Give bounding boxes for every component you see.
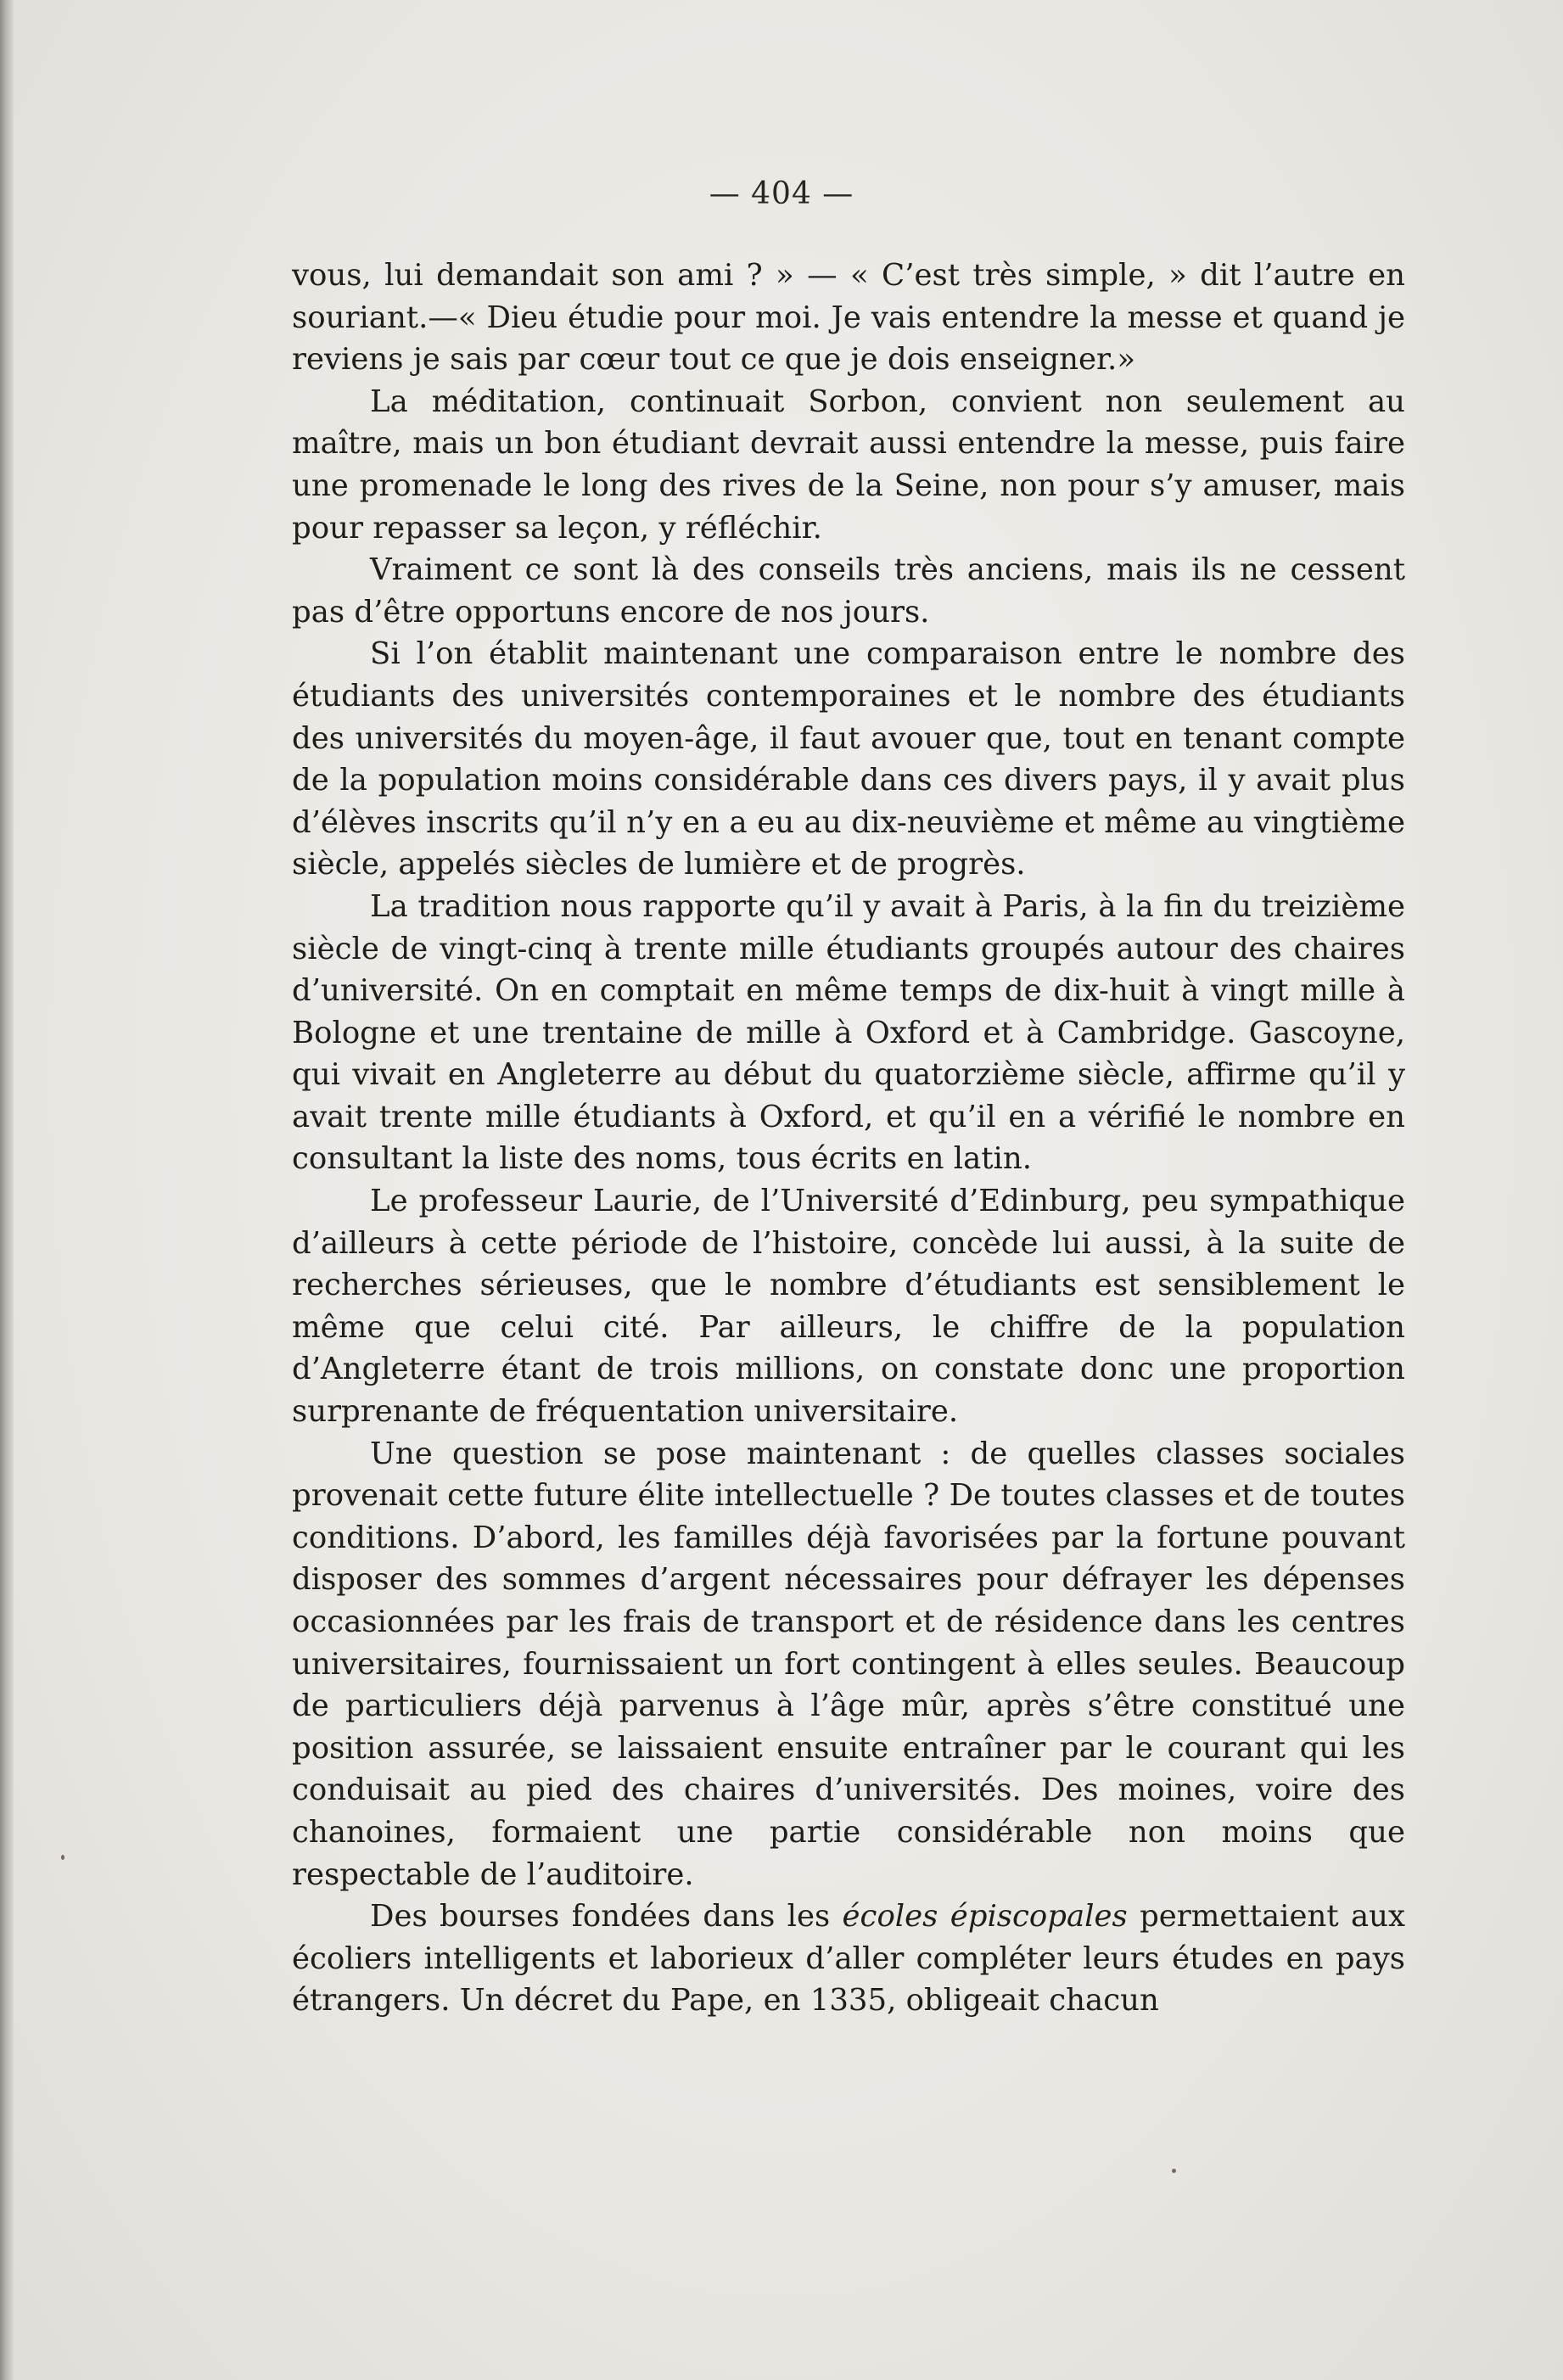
page-number: — 404 — [709,176,854,211]
ink-speck [1172,2169,1176,2173]
page-binding-edge [0,0,14,2380]
paragraph-laurie: Le professeur Laurie, de l’Université d’Edinburg, peu sympathique d’ailleurs à cette période de l’histoire, concède lui aussi, à la suite de recherches sérieuses, que le nombre d’étudiants est sensiblement le même que celui cité. Par ailleurs, le chiffre de la population d’Angleterre étant de trois millions, on constate donc une proportion surprenante de fréquentation universitaire. [292,1184,1405,1430]
paragraph-tradition: La tradition nous rapporte qu’il y avait à Paris, à la fin du treizième siècle de vingt-cinq à trente mille étudiants groupés autour des chaires d’université. On en comptait en même temps de dix-huit à vingt mille à Bologne et une trentaine de mille à Oxford et à Cambridge. Gascoyne, qui vivait en Angleterre au début du quatorzième siècle, affirme qu’il y avait trente mille étudiants à Oxford, et qu’il en a vérifié le nombre en consultant la liste des noms, tous écrits en latin. [292,888,1405,1177]
bourses-text-end: permettaient aux écoliers intelligents et laborieux d’aller compléter leurs études en pays étrangers. Un décret du Pape, en 1335, obligeait chacun [292,1899,1405,2019]
ink-speck [61,1855,64,1860]
paragraph-meditation: La méditation, continuait Sorbon, convient non seulement au maître, mais un bon étudiant devrait aussi entendre la messe, puis faire une promenade le long des rives de la Seine, non pour s’y amuser, mais pour repasser sa leçon, y réfléchir. [292,384,1405,546]
ecoles-episcopales-italic: écoles épiscopales [842,1899,1128,1935]
paragraph-conseils: Vraiment ce sont là des conseils très anciens, mais ils ne cessent pas d’être opportuns encore de nos jours. [292,552,1405,630]
paragraph-bourses [292,1896,1405,2022]
body-text [292,255,1405,2022]
paragraph-classes-sociales: Une question se pose maintenant : de quelles classes sociales provenait cette future élite intellectuelle ? De toutes classes et de toutes conditions. D’abord, les familles déjà favorisées par la fortune pouvant disposer des sommes d’argent nécessaires pour défrayer les dépenses occasionnées par les frais de transport et de résidence dans les centres universitaires, fournissaient un fort contingent à elles seules. Beaucoup de particuliers déjà parvenus à l’âge mûr, après s’être constitué une position assurée, se laissaient ensuite entraîner par le courant qui les conduisait au pied des chaires d’universités. Des moines, voire des chanoines, formaient une partie considérable non moins que respectable de l’auditoire. [292,1436,1405,1892]
bourses-text-start: Des bourses fondées dans les [370,1899,843,1935]
paragraph-comparaison: Si l’on établit maintenant une comparaison entre le nombre des étudiants des universités contemporaines et le nombre des étudiants des universités du moyen-âge, il faut avouer que, tout en tenant compte de la population moins considérable dans ces divers pays, il y avait plus d’élèves inscrits qu’il n’y en a eu au dix-neuvième et même au vingtième siècle, appelés siècles de lumière et de progrès. [292,636,1405,882]
paragraph-continuation: vous, lui demandait son ami ? » — « C’est très simple, » dit l’autre en souriant.—« Dieu étudie pour moi. Je vais entendre la messe et quand je reviens je sais par cœur tout ce que je dois enseigner.» [292,258,1405,378]
